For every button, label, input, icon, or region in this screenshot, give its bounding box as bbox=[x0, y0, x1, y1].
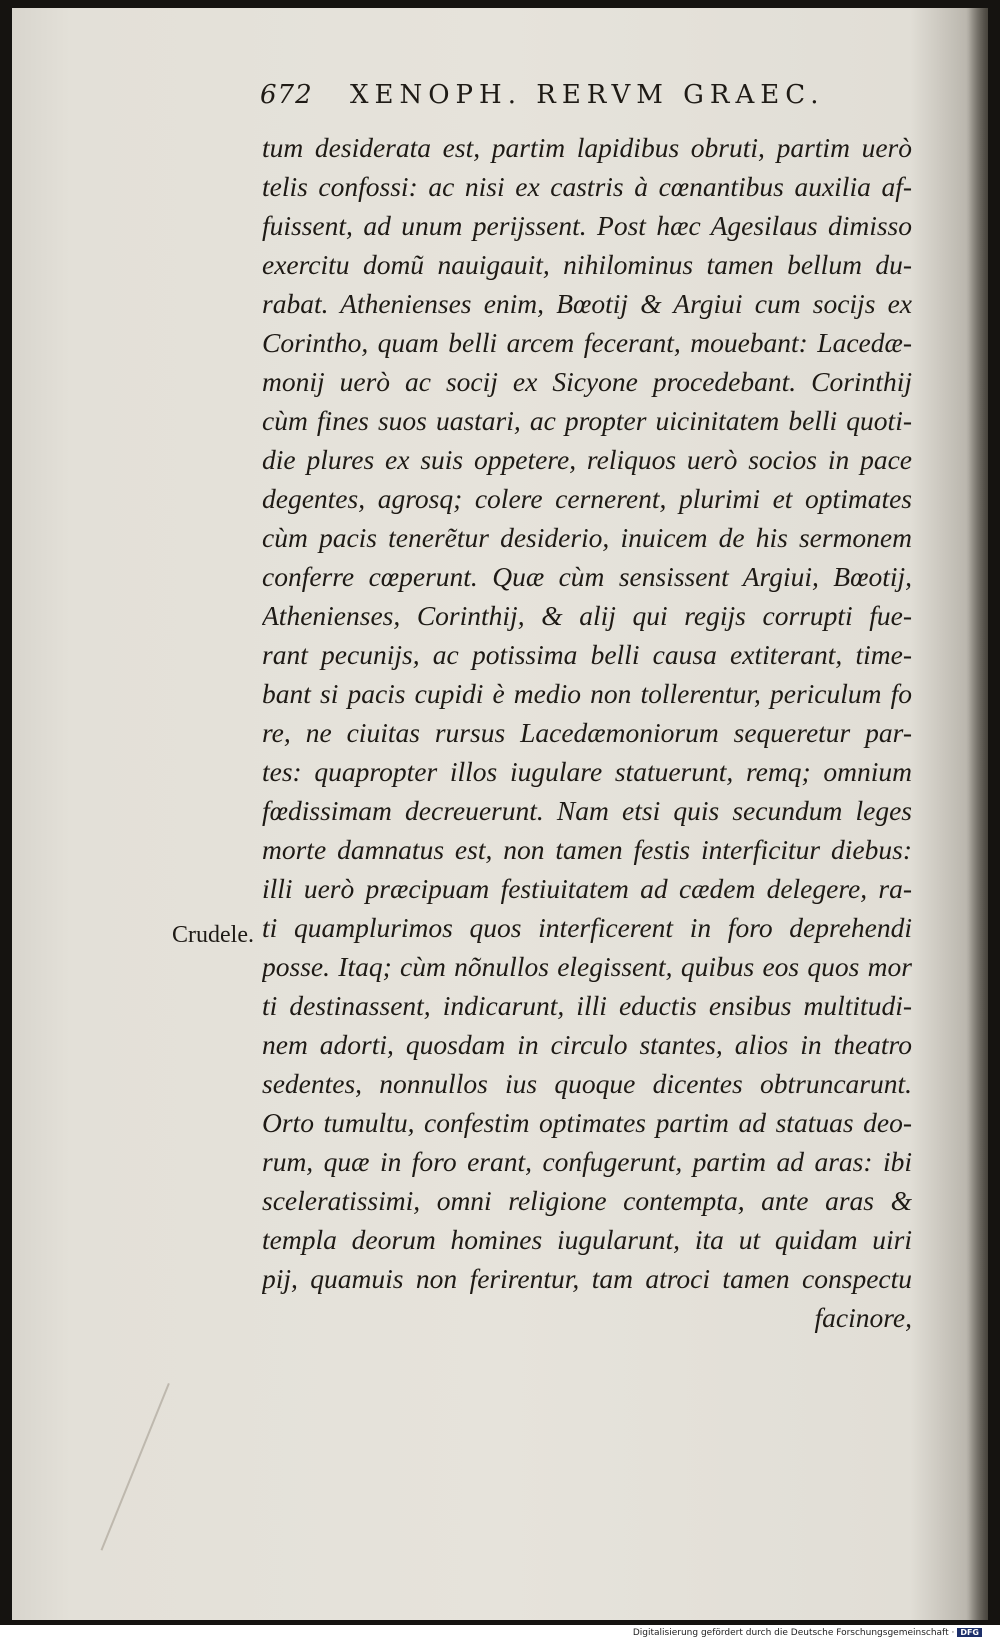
text-line: re, ne ciuitas rursus Lacedæmoniorum sequeretur par- bbox=[262, 717, 912, 748]
running-title: XENOPH. RERVM GRAEC. bbox=[350, 80, 825, 110]
text-line: morte damnatus est, non tamen festis interficitur diebus: bbox=[262, 834, 912, 865]
text-line: cùm pacis tenerẽtur desiderio, inuicem de his sermonem bbox=[262, 522, 912, 553]
text-line: nem adorti, quosdam in circulo stantes, alios in theatro bbox=[262, 1029, 912, 1060]
dfg-logo: DFG bbox=[957, 1628, 982, 1637]
text-line: templa deorum homines iugularunt, ita ut quidam uiri bbox=[262, 1224, 912, 1255]
text-line: monij uerò ac socij ex Sicyone procedebant. Corinthij bbox=[262, 366, 912, 397]
gutter-shadow bbox=[966, 8, 988, 1620]
text-line: die plures ex suis oppetere, reliquos uerò socios in pace bbox=[262, 444, 912, 475]
text-line: rum, quæ in foro erant, confugerunt, partim ad aras: ibi bbox=[262, 1146, 912, 1177]
text-line: Athenienses, Corinthij, & alij qui regijs corrupti fue- bbox=[262, 600, 912, 631]
text-line: tum desiderata est, partim lapidibus obruti, partim uerò bbox=[262, 132, 912, 163]
text-line: fœdissimam decreuerunt. Nam etsi quis secundum leges bbox=[262, 795, 912, 826]
text-line: exercitu domũ nauigauit, nihilominus tamen bellum du- bbox=[262, 249, 912, 280]
text-line: conferre cœperunt. Quæ cùm sensissent Argiui, Bœotij, bbox=[262, 561, 912, 592]
text-line: bant si pacis cupidi è medio non tollerentur, periculum fo bbox=[262, 678, 912, 709]
running-head bbox=[260, 80, 880, 120]
text-line: sedentes, nonnullos ius quoque dicentes obtruncarunt. bbox=[262, 1068, 912, 1099]
text-line: degentes, agrosq; colere cernerent, plurimi et optimates bbox=[262, 483, 912, 514]
marginal-note: Crudele. bbox=[172, 922, 254, 948]
digitization-credit bbox=[633, 1628, 982, 1638]
text-line: Corintho, quam belli arcem fecerant, mouebant: Lacedæ- bbox=[262, 327, 912, 358]
page-number: 672 bbox=[260, 80, 313, 110]
text-line: pij, quamuis non ferirentur, tam atroci tamen conspectu bbox=[262, 1263, 912, 1294]
text-line: ti destinassent, indicarunt, illi eductis ensibus multitudi- bbox=[262, 990, 912, 1021]
text-line: illi uerò præcipuam festiuitatem ad cædem delegere, ra- bbox=[262, 873, 912, 904]
text-line: tes: quapropter illos iugulare statuerunt, remq; omnium bbox=[262, 756, 912, 787]
credit-text: Digitalisierung gefördert durch die Deutsche Forschungsgemeinschaft · bbox=[632, 1628, 955, 1638]
text-line: cùm fines suos uastari, ac propter uicinitatem belli quoti- bbox=[262, 405, 912, 436]
text-line: Orto tumultu, confestim optimates partim ad statuas deo- bbox=[262, 1107, 912, 1138]
paper-crease bbox=[101, 1383, 226, 1573]
text-line: rabat. Athenienses enim, Bœotij & Argiui cum socijs ex bbox=[262, 288, 912, 319]
text-line: telis confossi: ac nisi ex castris à cœnantibus auxilia af- bbox=[262, 171, 912, 202]
text-line: rant pecunijs, ac potissima belli causa extiterant, time- bbox=[262, 639, 912, 670]
body-text bbox=[262, 128, 912, 1337]
text-line: ti quamplurimos quos interficerent in foro deprehendi bbox=[262, 912, 912, 943]
text-line: facinore, bbox=[814, 1302, 912, 1333]
text-line: fuissent, ad unum perijssent. Post hæc Agesilaus dimisso bbox=[262, 210, 912, 241]
text-line: sceleratissimi, omni religione contempta, ante aras & bbox=[262, 1185, 912, 1216]
text-line: posse. Itaq; cùm nõnullos elegissent, quibus eos quos mor bbox=[262, 951, 912, 982]
